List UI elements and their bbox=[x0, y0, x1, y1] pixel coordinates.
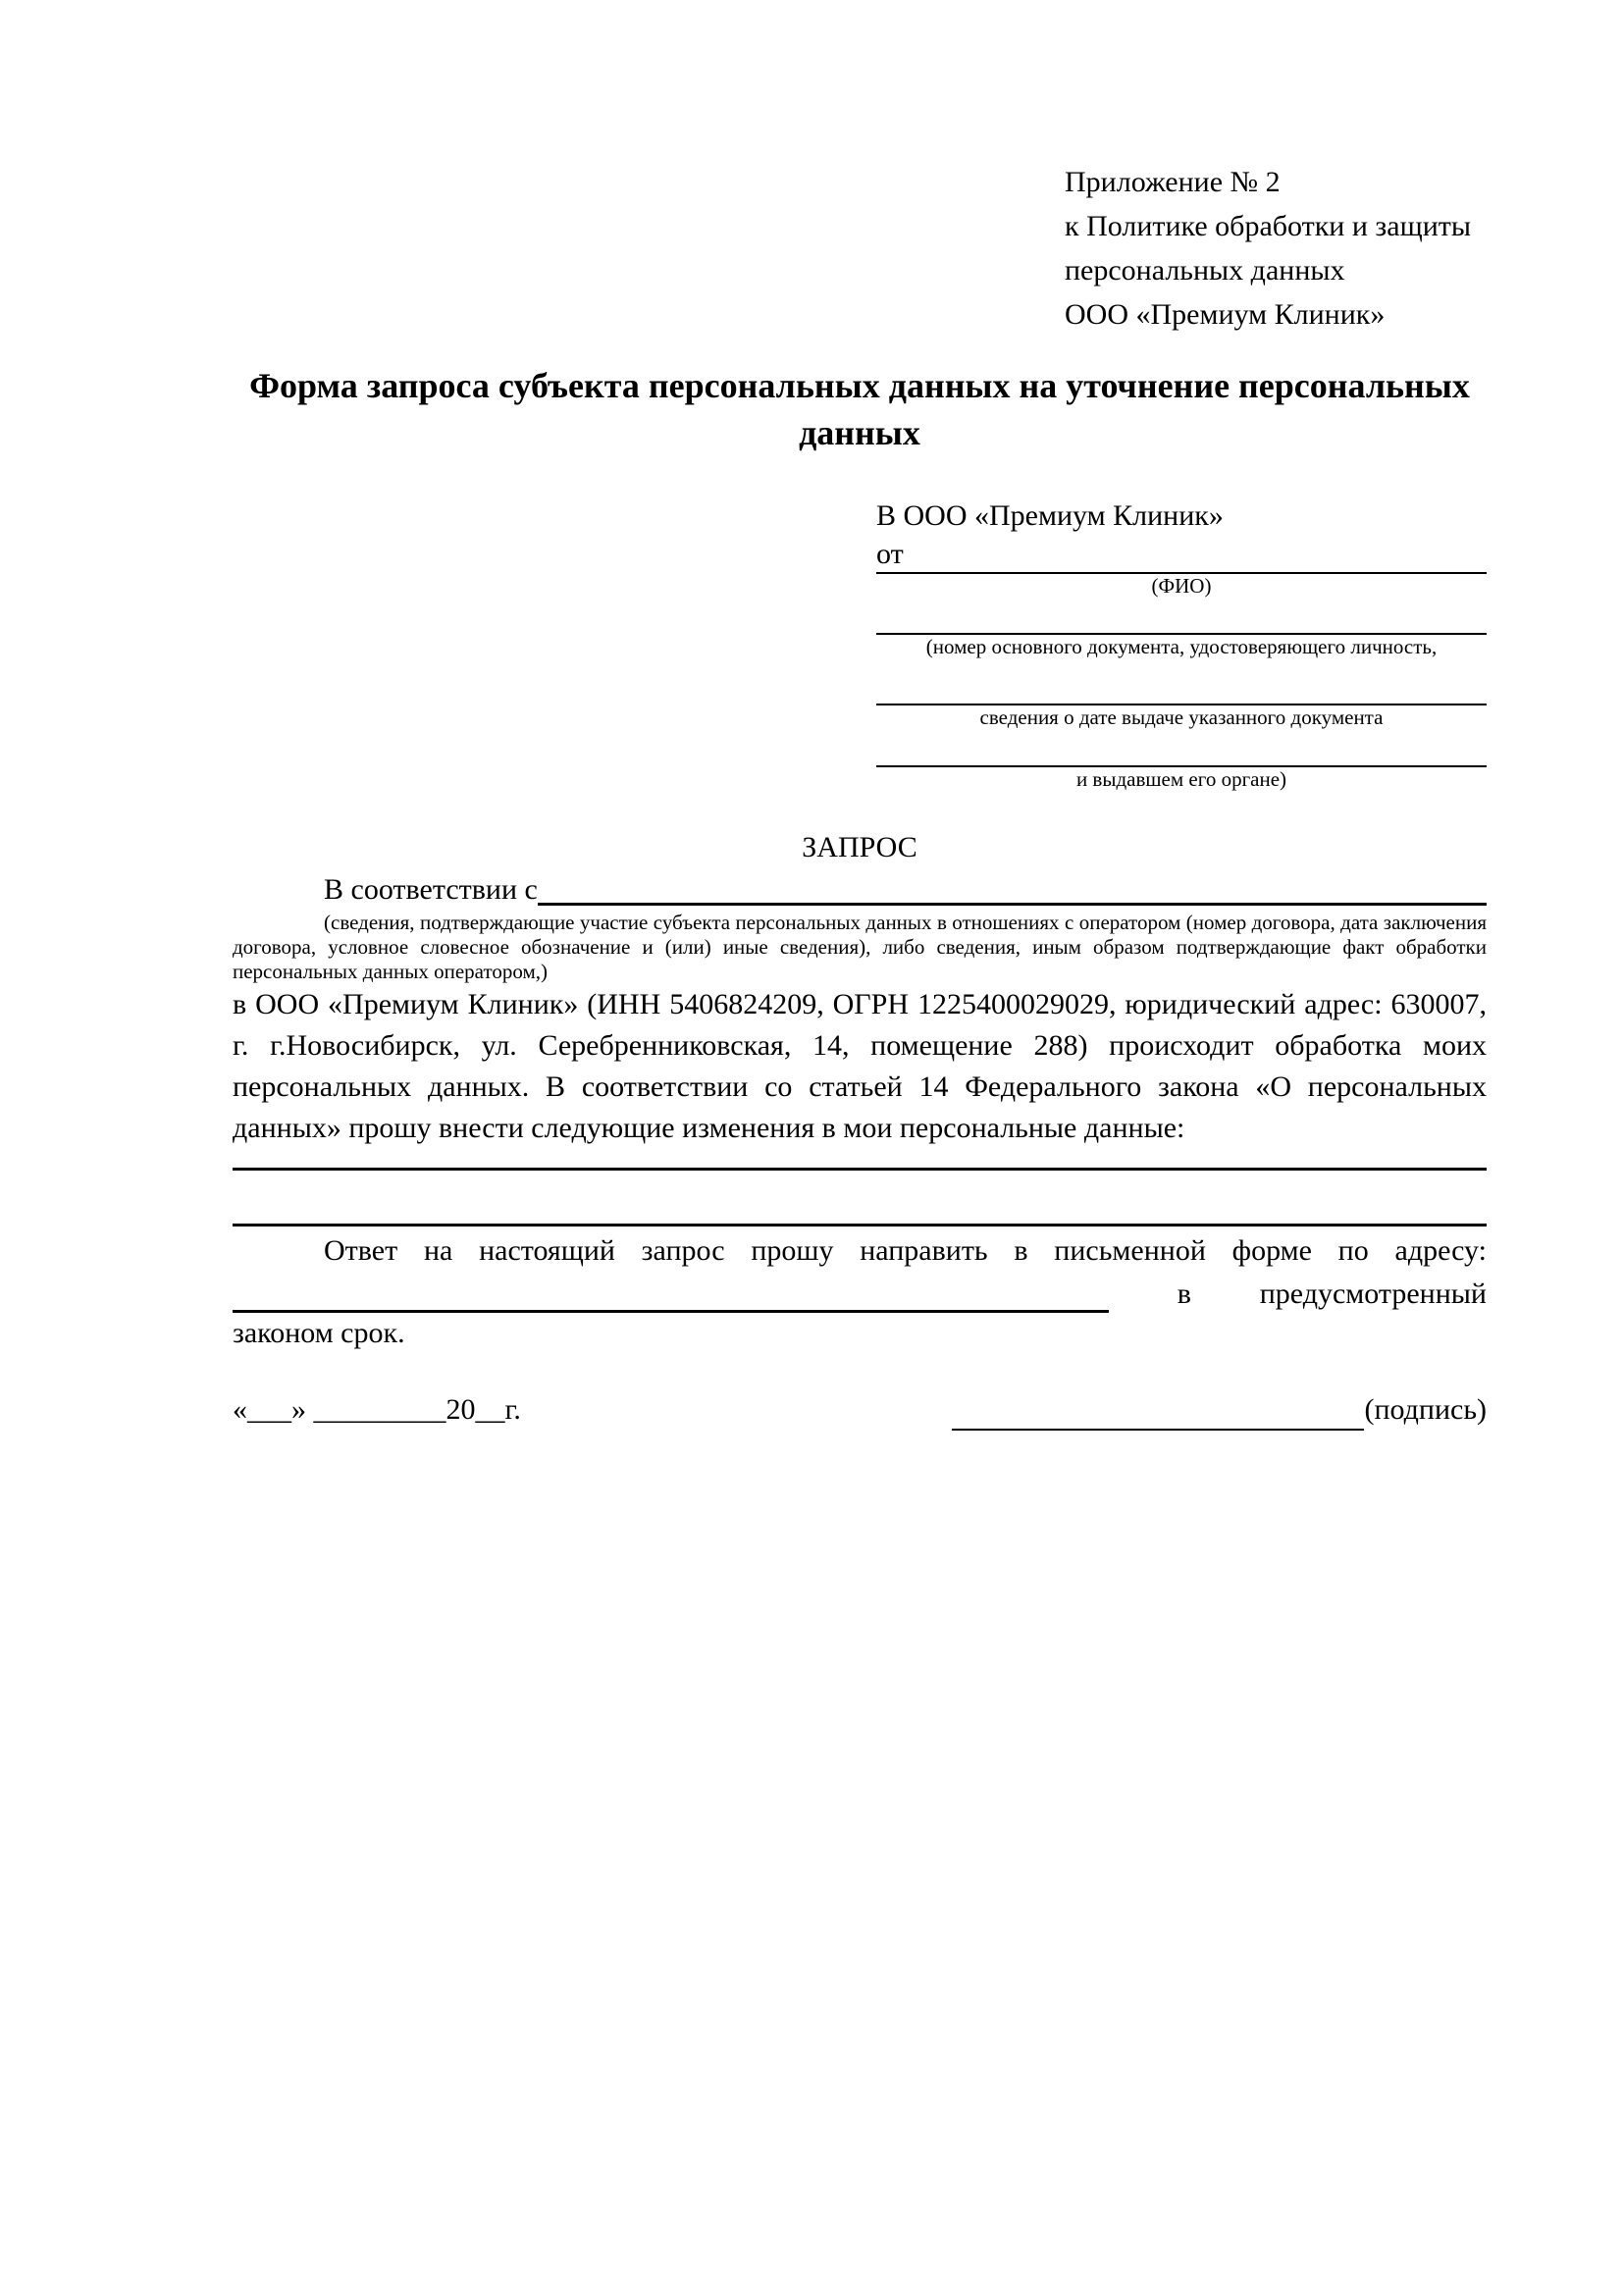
accordance-line bbox=[233, 869, 1487, 911]
signature-blank-line bbox=[952, 1395, 1364, 1431]
request-heading: ЗАПРОС bbox=[802, 831, 917, 863]
date-line: «___» _________20__г. bbox=[233, 1393, 521, 1426]
small-print-note: (сведения, подтверждающие участие субъекта персональных данных в отношениях с оператором (номер договора, дата заключения договора, условное словесное обозначение и (или) иные сведения), либо сведения, иным образом подтверждающие факт обработки персональных данных оператором,) bbox=[233, 911, 1487, 983]
blank-field-line-address bbox=[233, 1278, 1109, 1313]
field-caption-issue-date: сведения о дате выдаче указанного документа bbox=[979, 705, 1384, 729]
addressee-to: В ООО «Премиум Клиник» bbox=[876, 499, 1224, 532]
reply-address-row bbox=[233, 1272, 1487, 1313]
reply-paragraph-line-3: законом срок. bbox=[233, 1317, 405, 1349]
accordance-lead-text: В соответствии с bbox=[324, 873, 538, 906]
appendix-line: ООО «Премиум Клиник» bbox=[1065, 298, 1386, 331]
body-paragraph: в ООО «Премиум Клиник» (ИНН 5406824209, ОГРН 1225400029029, юридический адрес: 630007, г. г.Новосибирск, ул. Серебренниковская, 14, помещение 288) происходит обработка моих персональных данных. В соответствии со статьей 14 Федерального закона «О персональных данных» прошу внести следующие изменения в мои персональные данные: bbox=[233, 988, 1487, 1144]
addressee-from-blank-line: от bbox=[876, 538, 1487, 574]
appendix-line: к Политике обработки и защиты bbox=[1065, 210, 1472, 242]
signature-caption: (подпись) bbox=[1364, 1393, 1487, 1426]
reply-word-predusmotrennyi: предусмотренный bbox=[1259, 1278, 1487, 1310]
blank-field-line-changes-1 bbox=[233, 1149, 1487, 1171]
field-caption-fio: (ФИО) bbox=[1151, 574, 1212, 598]
page-content bbox=[233, 160, 1487, 1431]
signature-line bbox=[952, 1389, 1487, 1431]
field-caption-issuing-authority: и выдавшем его органе) bbox=[1075, 767, 1287, 791]
appendix-line: персональных данных bbox=[1065, 254, 1345, 287]
blank-field-line-changes-2 bbox=[233, 1171, 1487, 1226]
blank-field-line-issue-date bbox=[876, 659, 1487, 705]
blank-field-line-document-number bbox=[876, 599, 1487, 635]
reply-word-v: в bbox=[1177, 1278, 1191, 1310]
reply-paragraph-line-1: Ответ на настоящий запрос прошу направить в письменной форме по адресу: bbox=[324, 1234, 1487, 1267]
blank-field-line-issuing-authority bbox=[876, 730, 1487, 767]
addressee-block bbox=[876, 494, 1487, 792]
blank-field-line-basis bbox=[538, 869, 1487, 906]
document-title: Форма запроса субъекта персональных данных на уточнение персональных данных bbox=[249, 366, 1470, 452]
appendix-line: Приложение № 2 bbox=[1065, 166, 1281, 198]
field-caption-document-number: (номер основного документа, удостоверяющего личность, bbox=[925, 635, 1438, 658]
appendix-block bbox=[1065, 160, 1487, 337]
date-signature-row bbox=[233, 1389, 1487, 1431]
